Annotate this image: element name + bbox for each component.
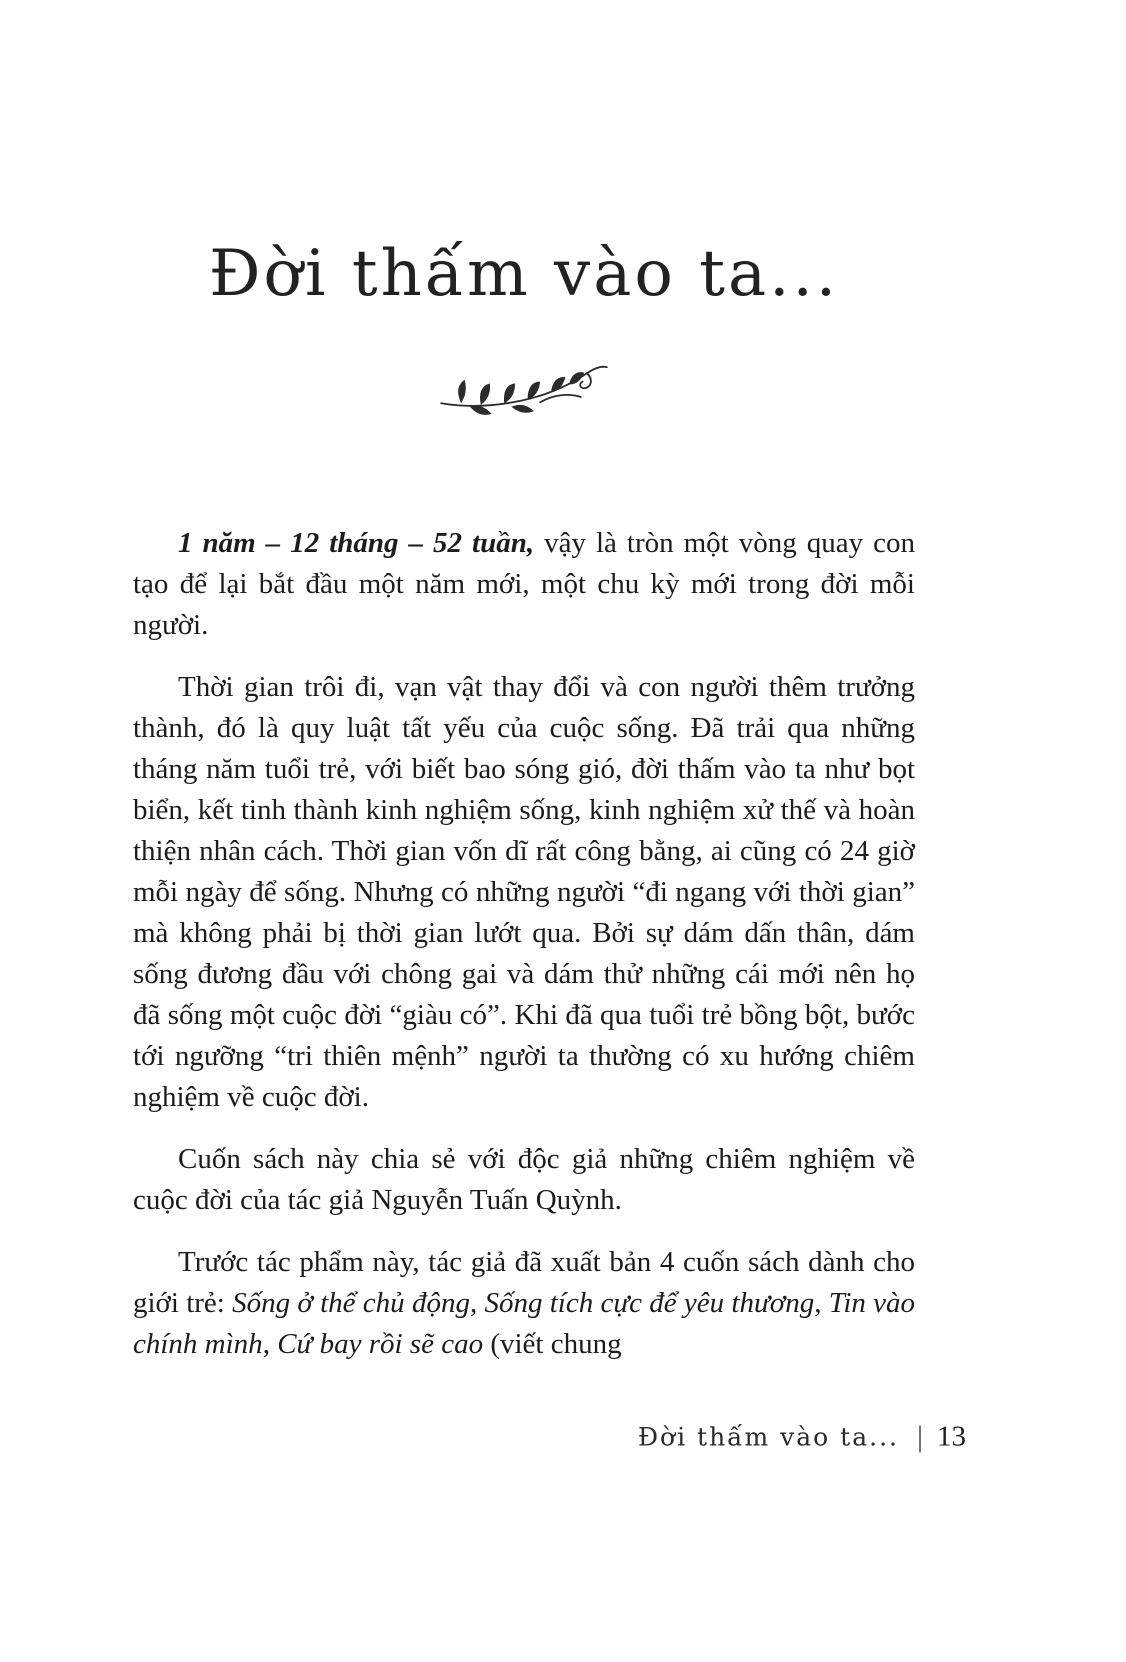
paragraph-segment: , <box>262 1327 278 1360</box>
paragraph-segment: , <box>469 1286 485 1319</box>
paragraph-segment: Trước tác phẩm này, tác giả đã xuất bản 4 cuốn sách dành cho giới trẻ: <box>133 1245 915 1319</box>
paragraph-segment: Tin vào chính mình <box>133 1286 916 1360</box>
paragraph-segment: (viết chung <box>483 1327 622 1360</box>
footer-page-number: 13 <box>937 1420 966 1453</box>
paragraph-segment: Cứ bay rồi sẽ cao <box>277 1327 484 1360</box>
paragraph-segment: Cuốn sách này chia sẻ với độc giả những chiêm nghiệm về cuộc đời của tác giả Nguyễn Tuấn Quỳnh. <box>133 1142 915 1216</box>
page-footer <box>0 1420 966 1454</box>
paragraph <box>133 1242 915 1365</box>
paragraph-segment: 1 năm – 12 tháng – 52 tuần, <box>178 526 535 559</box>
paragraph-segment: , <box>814 1286 829 1319</box>
ornament-wrap <box>133 351 915 431</box>
page-title: Đời thấm vào ta... <box>208 236 840 311</box>
paragraph-segment: vậy là tròn một vòng quay con tạo để lại bắt đầu một năm mới, một chu kỳ mới trong đời mỗi người. <box>133 526 915 641</box>
page-body <box>133 523 915 1365</box>
paragraph <box>133 1139 915 1221</box>
paragraph-segment: Sống tích cực để yêu thương <box>484 1286 815 1319</box>
footer-separator: | <box>916 1420 923 1453</box>
floral-ornament-icon <box>434 351 614 423</box>
paragraph-segment: Thời gian trôi đi, vạn vật thay đổi và con người thêm trưởng thành, đó là quy luật tất yếu của cuộc sống. Đã trải qua những tháng năm tuổi trẻ, với biết bao sóng gió, đời thấm vào ta như bọt biển, kết tinh thành kinh nghiệm sống, kinh nghiệm xử thế và hoàn thiện nhân cách. Thời gian vốn dĩ rất công bằng, ai cũng có 24 giờ mỗi ngày để sống. Nhưng có những người “đi ngang với thời gian” mà không phải bị thời gian lướt qua. Bởi sự dám dấn thân, dám sống đương đầu với chông gai và dám thử những cái mới nên họ đã sống một cuộc đời “giàu có”. Khi đã qua tuổi trẻ bồng bột, bước tới ngưỡng “tri thiên mệnh” người ta thường có xu hướng chiêm nghiệm về cuộc đời. <box>133 670 915 1113</box>
paragraph <box>133 523 915 646</box>
footer-running-title: Đời thấm vào ta... <box>637 1422 899 1452</box>
paragraph-segment: Sống ở thể chủ động <box>232 1286 470 1319</box>
paragraph <box>133 667 915 1118</box>
